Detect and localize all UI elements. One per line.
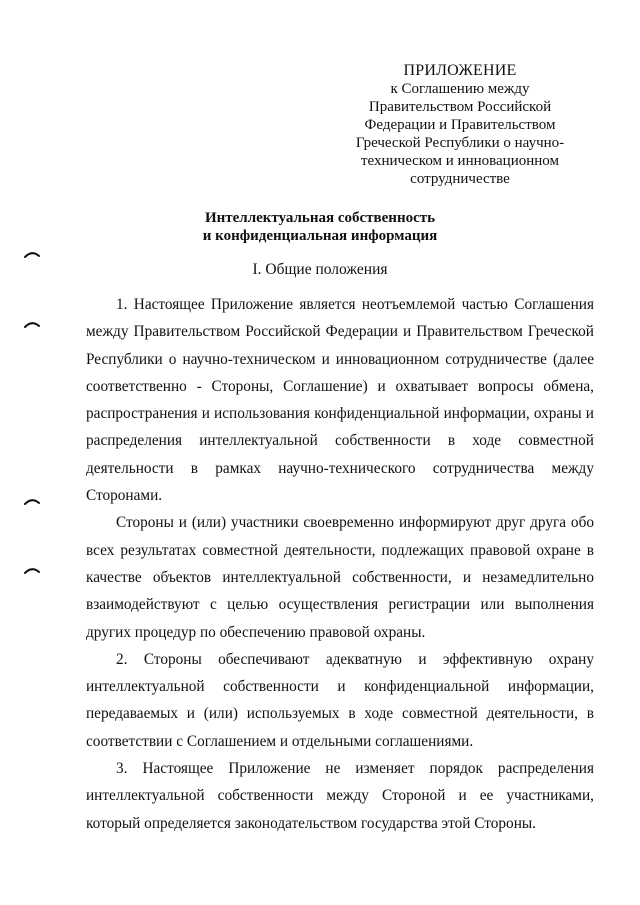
appendix-subtitle-line: Греческой Республики о научно- xyxy=(355,135,565,151)
appendix-subtitle-line: Правительством Российской xyxy=(368,99,552,115)
appendix-subtitle-line: техническом и инновационном xyxy=(360,153,559,169)
appendix-title: ПРИЛОЖЕНИЕ xyxy=(403,62,517,79)
paragraph: 1. Настоящее Приложение является неотъемлемой частью Соглашения между Правительством Российской Федерации и Правительством Греческой Республики о научно-техническом и инновационном сотрудничестве (далее соответственно - Стороны, Соглашение) и охватывает вопросы обмена, распространения и использования конфиденциальной информации, охраны и распределения интеллектуальной собственности в ходе совместной деятельности в рамках научно-технического сотрудничества между Сторонами. xyxy=(86,296,594,505)
appendix-subtitle-line: Федерации и Правительством xyxy=(364,117,556,133)
section-heading: I. Общие положения xyxy=(252,261,388,278)
document-title-line: и конфиденциальная информация xyxy=(202,228,438,244)
paragraph: 2. Стороны обеспечивают адекватную и эффективную охрану интеллектуальной собственности и конфиденциальной информации, передаваемых и (или) используемых в ходе совместной деятельности, в соответствии с Соглашением и отдельными соглашениями. xyxy=(86,650,594,750)
appendix-header xyxy=(340,62,580,188)
binding-hole-mark xyxy=(24,250,40,258)
document-title-line: Интеллектуальная собственность xyxy=(204,210,436,226)
document-title xyxy=(0,209,640,245)
document-body xyxy=(86,291,594,837)
paragraph: Стороны и (или) участники своевременно информируют друг друга обо всех результатах совместной деятельности, подлежащих правовой охране в качестве объектов интеллектуальной собственности, и незамедлительно взаимодействуют с целью осуществления регистрации или выполнения других процедур по обеспечению правовой охраны. xyxy=(86,514,594,641)
paragraph: 3. Настоящее Приложение не изменяет порядок распределения интеллектуальной собственности между Стороной и ее участниками, который определяется законодательством государства этой Стороны. xyxy=(86,760,594,832)
binding-hole-mark xyxy=(24,497,40,505)
binding-hole-mark xyxy=(24,566,40,574)
appendix-subtitle-line: к Соглашению между xyxy=(390,81,530,97)
appendix-subtitle-line: сотрудничестве xyxy=(410,171,510,187)
binding-hole-mark xyxy=(24,320,40,328)
